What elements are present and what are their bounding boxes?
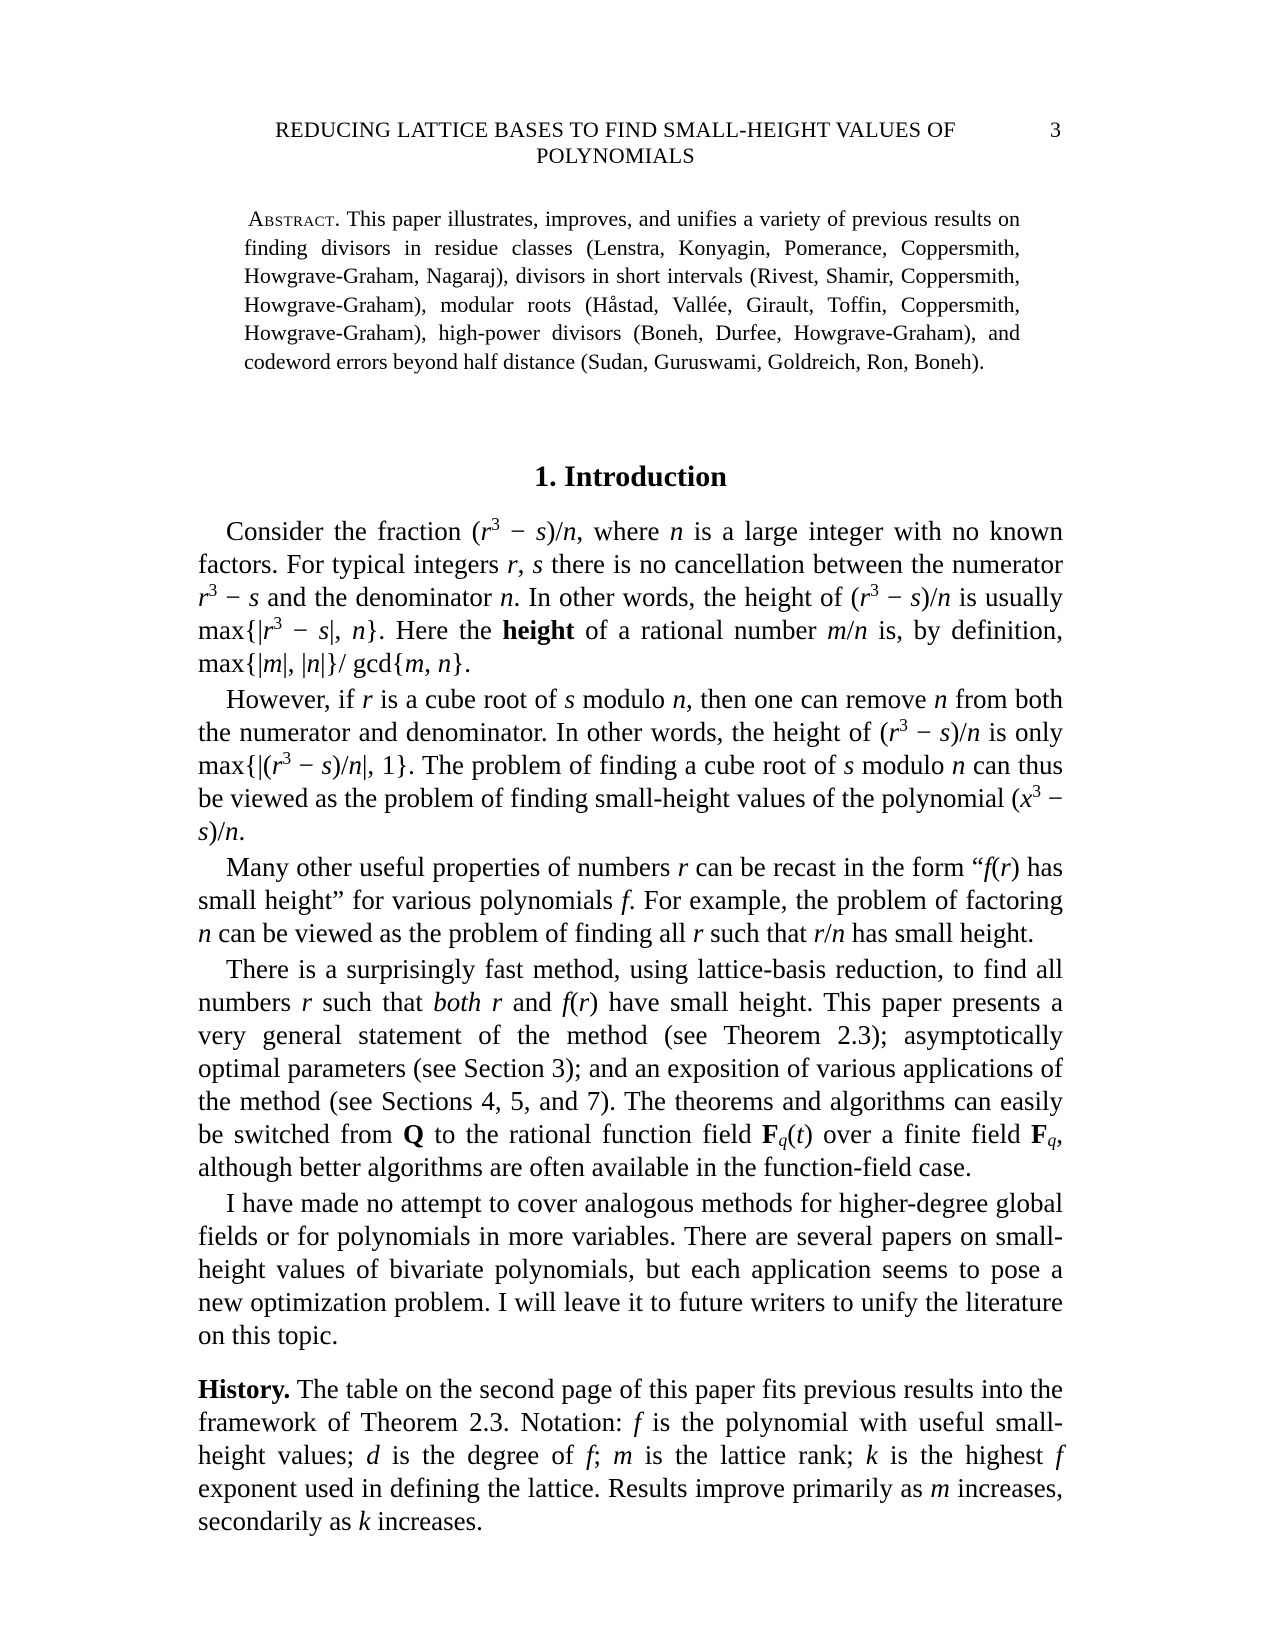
abstract: Abstract. This paper illustrates, improves, and unifies a variety of previous results on finding divisors in residue classes (Lenstra, Konyagin, Pomerance, Coppersmith, Howgrave-Graham, Nagaraj), divisors in short intervals (Rivest, Shamir, Coppersmith, Howgrave-Graham), modular roots (Håstad, Vallée, Girault, Toffin, Coppersmith, Howgrave-Graham), high-power divisors (Boneh, Durfee, Howgrave-Graham), and codeword errors beyond half distance (Sudan, Guruswami, Goldreich, Ron, Boneh). xyxy=(244,206,1020,374)
intro-paragraph-2: However, if r is a cube root of s modulo n, then one can remove n from both the numerator and denominator. In other words, the height of $(r^3 - s)/n$ is only $\max\{|(r^3 - s)/n|$, 1}. The problem of finding a cube root of s modulo n can thus be viewed as the problem of finding small-height values of the polynomial $(x^3 - s)/n$. xyxy=(198,684,1063,846)
intro-paragraph-1: Consider the fraction $(r^3 - s)/n$, where n is a large integer with no known factors. For typical integers r, s there is no cancellation between the numerator $r^3 - s$ and the denominator n. In other words, the height of $(r^3 - s)/n$ is usually $\max\{|r^3 - s|$, n}. Here the height of a rational number m/n is, by definition, max{|m|, |n|}/ gcd{m, n}. xyxy=(198,514,1064,678)
intro-paragraph-4: There is a surprisingly fast method, using lattice-basis reduction, to find all numbers r such that both r and f(r) have small height. This paper presents a very general statement of the method (see Theorem 2.3); asymptotically optimal parameters (see Section 3); and an exposition of various applications of the method (see Sections 4, 5, and 7). The theorems and algorithms can easily be switched from Q to the rational function field Fq(t) over a finite field Fq, although better algorithms are often available in the function-field case. xyxy=(198,954,1063,1182)
section-heading: 1. Introduction xyxy=(534,460,727,493)
page-number: 3 xyxy=(1050,117,1061,142)
running-head xyxy=(198,117,1063,169)
intro-paragraph-3: Many other useful properties of numbers r can be recast in the form “f(r) has small height” for various polynomials f. For example, the problem of factoring n can be viewed as the problem of finding all r such that r/n has small height. xyxy=(198,852,1064,948)
introduction-body xyxy=(198,515,1063,1538)
running-head-title: REDUCING LATTICE BASES TO FIND SMALL-HEIGHT VALUES OF POLYNOMIALS xyxy=(275,117,956,168)
intro-paragraph-5: I have made no attempt to cover analogous methods for higher-degree global fields or for polynomials in more variables. There are several papers on small-height values of bivariate polynomials, but each application seems to pose a new optimization problem. I will leave it to future writers to unify the literature on this topic. xyxy=(198,1188,1063,1350)
history-paragraph: History. The table on the second page of this paper fits previous results into the framework of Theorem 2.3. Notation: f is the polynomial with useful small-height values; d is the degree of f; m is the lattice rank; k is the highest f exponent used in defining the lattice. Results improve primarily as m increases, secondarily as k increases. xyxy=(198,1374,1063,1536)
